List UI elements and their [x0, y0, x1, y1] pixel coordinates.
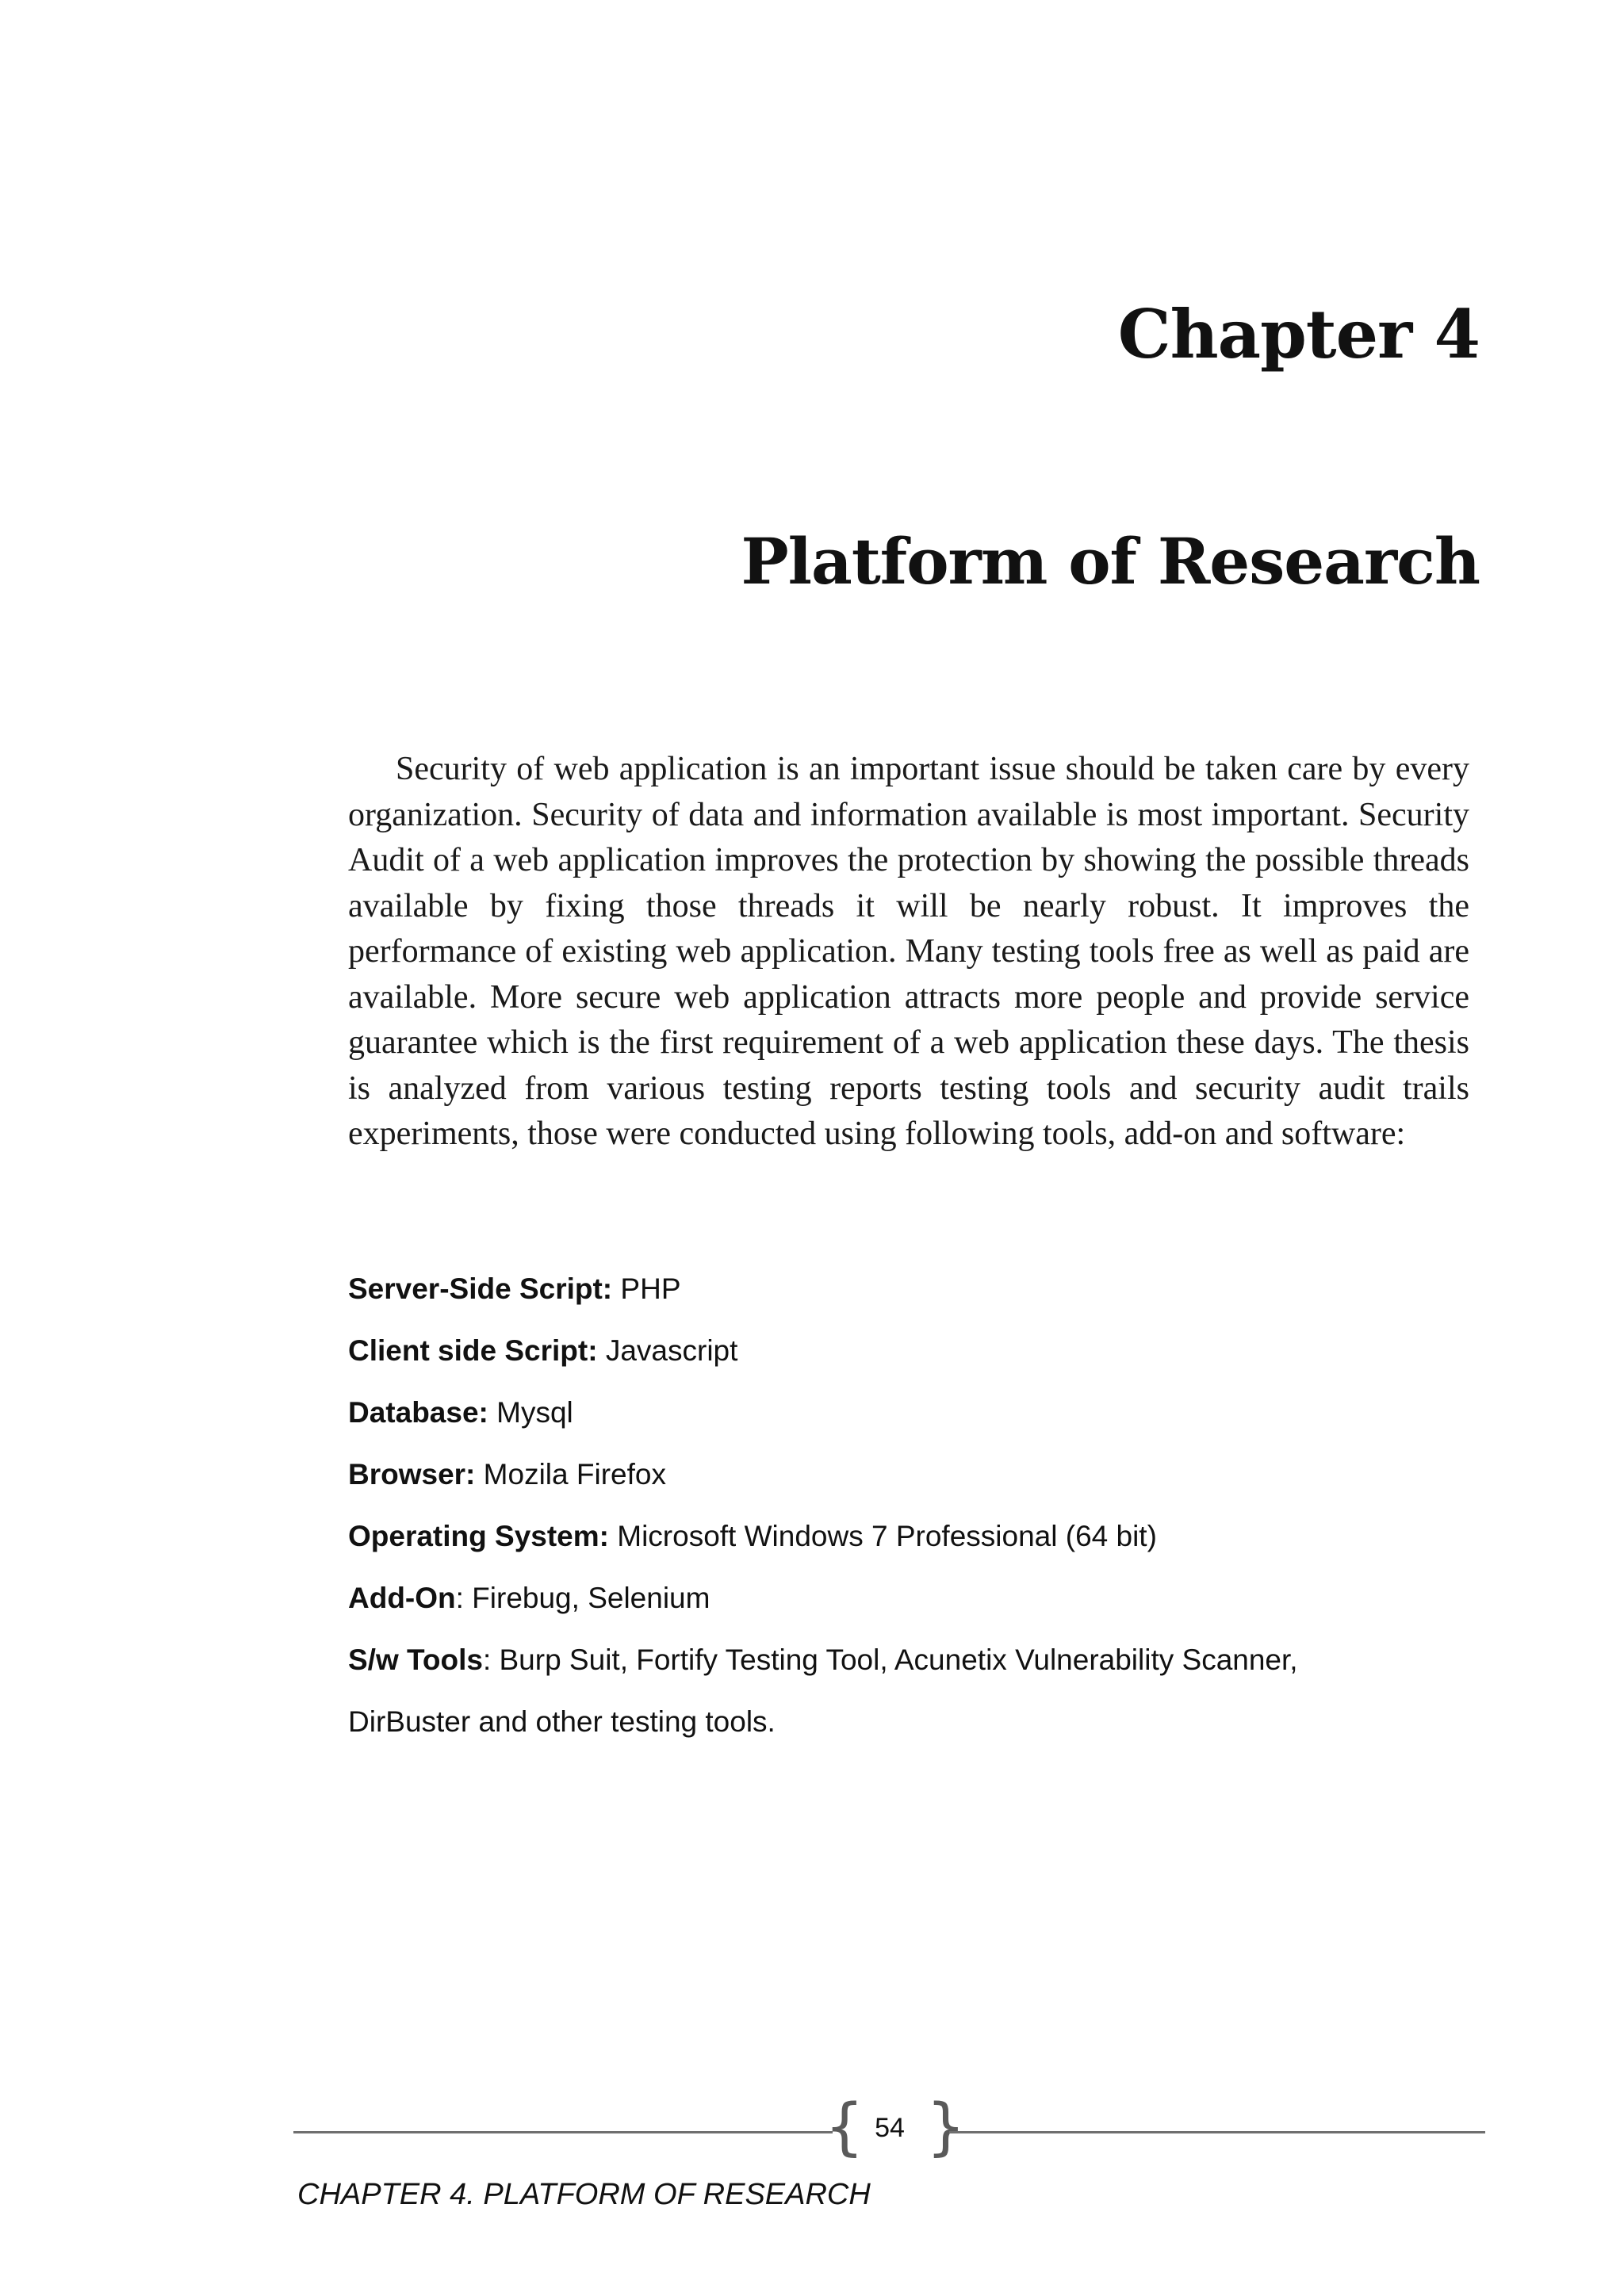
spec-label: Browser: [348, 1458, 476, 1490]
running-footer: CHAPTER 4. PLATFORM OF RESEARCH [297, 2178, 871, 2211]
spec-item-client-side-script [348, 1332, 1469, 1394]
chapter-title: Platform of Research [741, 524, 1480, 599]
spec-value: Mysql [488, 1396, 573, 1429]
spec-value: : Firebug, Selenium [455, 1582, 710, 1614]
spec-label: Add-On [348, 1582, 456, 1614]
spec-value: Mozila Firefox [475, 1458, 666, 1490]
spec-value: PHP [612, 1272, 681, 1305]
spec-label: Operating System: [348, 1520, 609, 1552]
spec-value: DirBuster and other testing tools. [348, 1705, 776, 1738]
page-number: 54 [875, 2113, 905, 2143]
spec-item-database [348, 1394, 1469, 1456]
spec-item-operating-system [348, 1517, 1469, 1579]
spec-value: : Burp Suit, Fortify Testing Tool, Acunetix Vulnerability Scanner, [482, 1644, 1298, 1676]
spec-value: Javascript [597, 1334, 738, 1367]
right-brace-icon: } [926, 2091, 966, 2163]
spec-item-add-on [348, 1579, 1469, 1641]
chapter-number: Chapter 4 [1117, 295, 1480, 373]
spec-item-sw-tools [348, 1641, 1469, 1703]
footer-rule-left [293, 2131, 833, 2133]
spec-label: S/w Tools [348, 1644, 483, 1676]
spec-label: Client side Script: [348, 1334, 598, 1367]
spec-label: Database: [348, 1396, 488, 1429]
spec-item-browser [348, 1456, 1469, 1517]
left-brace-icon: { [825, 2091, 864, 2163]
spec-label: Server-Side Script: [348, 1272, 613, 1305]
spec-item-server-side-script [348, 1270, 1469, 1332]
spec-list [348, 1270, 1469, 1765]
spec-value: Microsoft Windows 7 Professional (64 bit) [608, 1520, 1157, 1552]
footer-rule-right [949, 2131, 1485, 2133]
body-paragraph: Security of web application is an important issue should be taken care by every organization. Security of data and information available is most important. Security Audit of a web application improves the protection by showing the possible threads available by fixing those threads it will be nearly robust. It improves the performance of existing web application. Many testing tools free as well as paid are available. More secure web application attracts more people and provide service guarantee which is the first requirement of a web application these days. The thesis is analyzed from various testing reports testing tools and security audit trails experiments, those were conducted using following tools, add-on and software: [348, 751, 1469, 1152]
spec-item-sw-tools-continued [348, 1703, 1469, 1765]
